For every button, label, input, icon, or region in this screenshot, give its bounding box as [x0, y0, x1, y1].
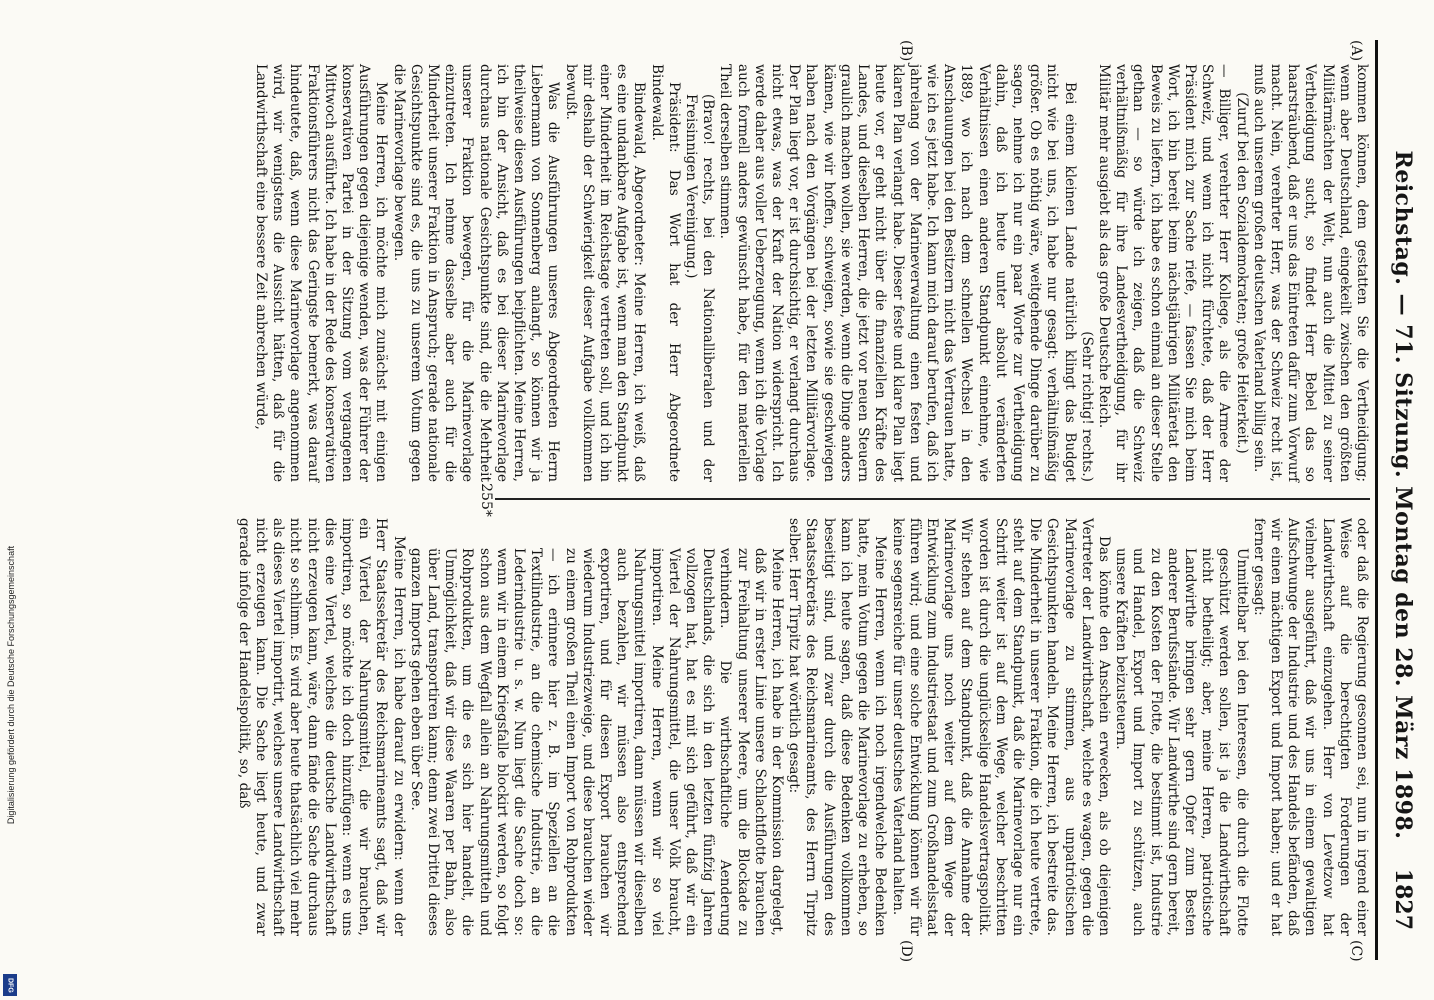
margin-marker-d: (D) [898, 940, 914, 963]
margin-marker-b: (B) [898, 40, 914, 62]
interjection: (Sehr richtig! rechts.) [1078, 331, 1095, 482]
paragraph: Das könnte den Anschein erwecken, als ob diejenigen Vertreter der Landwirthschaft, welche es wagen, gegen die Marinevorlage zu stimmen, aus unpatriotischen Gesichtspunkten handeln. Meine Herren, ich bestreite das. Die Minderheit in unserer Fraktion, die ich heute vertrete, steht auf dem Standpunkt, daß die Marinevorlage nur ein Schritt weiter ist auf dem Wege, welcher beschritten worden ist durch die unglückselige Handelsvertragspolitik. Wir stehen auf dem Standpunkt, daß die Annahme der Marinevorlage uns noch weiter auf dem Wege der Entwicklung zum Industriestaat und zum Großhandelsstaat führen wird; und eine solche Entwicklung können wir für keine segensreiche für unser deutsches Vaterland halten. [889, 518, 1112, 936]
page-title: Reichstag. — 71. Sitzung. Montag den 28. März 1898. [1390, 150, 1416, 840]
column-divider [495, 498, 1370, 500]
interjection: (Bravo! rechts, bei den Nationalliberalen und der Freisinnigen Vereinigung.) [683, 94, 717, 482]
paragraph: oder daß die Regierung gesonnen sei, nun in irgend einer Weise auf die berechtigten Forderungen der Landwirthschaft einzugehen. Herr von Levetzow hat vielmehr ausgeführt, daß wir uns in einem gewaltigen Aufschwunge der Industrie und des Handels befänden, daß wir einen mächtigen Export und Import haben; und er hat ferner gesagt: [1250, 518, 1370, 936]
page-number: 1827 [1390, 868, 1416, 930]
page-header [1378, 60, 1424, 930]
speaker-paragraph: Präsident: Das Wort hat der Herr Abgeordnete Bindewald. [648, 64, 682, 482]
margin-marker-a: (A) [1348, 40, 1364, 62]
signature-mark: 255* [478, 483, 494, 517]
interjection: (Zuruf bei den Sozialdemokraten; große Heiterkeit.) [1233, 92, 1250, 454]
paragraph: Meine Herren, wenn ich noch irgendwelche Bedenken hatte, mein Votum gegen die Marinevorlage zu erheben, so kann ich heute sagen, daß diese Bedenken vollkommen beseitigt sind, und zwar durch die Ausführungen des Staatssekretärs des Reichsmarineamts, des Herrn Tirpitz selber. Herr Tirpitz hat wörtlich gesagt: [786, 518, 889, 936]
margin-marker-c: (C) [1348, 940, 1364, 962]
left-column [253, 64, 1370, 482]
credit-text: Digitalisierung gefördert durch die Deutsche Forschungsgemeinschaft [6, 545, 16, 825]
quotation: Unmittelbar bei den Interessen, die durch die Flotte geschützt werden sollen, ist ja die Landwirthschaft nicht betheiligt; aber, meine Herren, patriotische Landwirthe bringen sehr gern Opfer zum Besten anderer Berufsstände. Wir Landwirthe sind gern bereit, zu den Kosten der Flotte, die bestimmt ist, Industrie und Handel, Export und Import zu schützen, auch unsere Kräften beizusteuern. [1113, 548, 1250, 936]
paragraph: Bei einem kleinen Lande natürlich klingt das Budget nicht wie bei uns, ich habe nur gesagt: verhältnißmäßig größer. Ob es nöthig wäre, weitgehende Dinge darüber zu sagen, nehme ich nur ein paar Worte zur Vertheidigung dahin, daß ich heute unter absolut veränderten Verhältnissen einen anderen Standpunkt einnehme, wie 1889, wo ich nach dem schnellen Wechsel in den Anschauungen bei den Besitzern nicht das Vertrauen hatte, wie ich es jetzt habe. Ich kann mich darauf berufen, daß ich jahrelang von der Marineverwaltung einen festen und klaren Plan verlangt habe. Dieser feste und klare Plan liegt heute vor, er geht nicht über die finanziellen Kräfte des Landes, und dieselben Herren, die jetzt vor neuen Steuern graulich machen wollen, sie werden, wenn die Dinge anders kämen, wie wir hoffen, schweigen, sowie sie geschwiegen haben nach den Vorgängen bei der letzten Militärvorlage. Der Plan liegt vor, er ist durchsichtig, er verlangt durchaus nicht etwas, was der Kraft der Nation widerspricht. Ich werde daher aus voller Ueberzeugung, wenn ich die Vorlage auch formell anders gewünscht habe, für den materiellen Theil derselben stimmen. [717, 64, 1078, 482]
paragraph: kommen können, dem gestatten Sie die Vertheidigung; wenn aber Deutschland, eingekeilt zwischen den größten Militärmächten der Welt, nun auch die Mittel zu seiner Vertheidigung sucht, so findet Herr Bebel das so haarsträubend, daß er uns das Eintreten dafür zum Vorwurf macht. Nein, verehrter Herr, was der Schweiz recht ist, muß auch unserem großen deutschen Vaterland billig sein. [1250, 64, 1370, 482]
paragraph: Meine Herren, ich möchte mich zunächst mit einigen Ausführungen gegen diejenige wenden, was der Führer der konservativen Partei in der Sitzung vom vergangenen Mittwoch ausführte. Ich habe in der Rede des konservativen Fraktionsführers nicht das Geringste bemerkt, was darauf hindeutete, daß, wenn diese Marinevorlage angenommen wird, wir wenigstens die Aussicht hätten, daß für die Landwirthschaft eine bessere Zeit anbrechen würde, [253, 64, 390, 482]
speaker-paragraph: Bindewald, Abgeordneter: Meine Herren, ich weiß, daß es eine undankbare Aufgabe ist, wenn man den Standpunkt einer Minderheit im Reichstage vertreten soll, und ich bin mir deshalb der Schwierigkeit dieser Aufgabe vollkommen bewußt. [562, 64, 648, 482]
right-column [235, 518, 1370, 936]
paragraph: Was die Ausführungen unseres Abgeordneten Herrn Liebermann von Sonnenberg anlangt, so können wir ja theilweise diesen Ausführungen beipflichten. Meine Herren, ich bin der Ansicht, daß es bei dieser Marinevorlage durchaus nationale Gesichtspunkte sind, die die Mehrheit unserer Fraktion bewegen, für die Marinevorlage einzutreten. Ich nehme dasselbe aber auch für die Minderheit unserer Fraktion in Anspruch; gerade nationale Gesichtspunkte sind es, die uns zu unserem Votum gegen die Marinevorlage bewegen. [390, 64, 562, 482]
header-rule [1375, 40, 1378, 960]
dfg-logo: DFG [3, 974, 17, 996]
digitization-credit [3, 390, 19, 990]
paragraph: — Billiger, verehrter Herr Kollege, als die Armee der Schweiz, und wenn ich nicht fürchtete, daß der Herr Präsident mich zur Sache riefe, — fassen Sie mich beim Wort, ich bin bereit beim nächstjährigen Militäretat den Beweis zu liefern, ich habe es schon einmal an dieser Stelle gethan — so würde ich zeigen, daß die Schweiz verhältnißmäßig für ihre Landesvertheidigung, für ihr Militär mehr ausgiebt als das große Deutsche Reich. [1095, 64, 1233, 482]
quotation: Meine Herren, ich habe in der Kommission dargelegt, daß wir in erster Linie unsere Schlachtflotte brauchen zur Freihaltung unserer Meere, um die Blockade zu verhindern. Die wirthschaftliche Aenderung Deutschlands, die sich in den letzten fünfzig Jahren vollzogen hat, hat es mit sich geführt, daß wir ein Viertel der Nahrungsmittel, die unser Volk braucht, importiren. Meine Herren, wenn wir so viel Nahrungsmittel importiren, dann müssen wir dieselben auch bezahlen, wir müssen also entsprechend exportiren, und für diesen Export brauchen wir wiederum Industriezweige, und diese brauchen wieder zu einem großen Theil einen Import von Rohprodukten — ich erinnere hier z. B. im Speziellen an die Textilindustrie, an die chemische Industrie, an die Lederindustrie u. s. w. Nun liegt die Sache doch so: wenn wir in einem Kriegsfalle blockirt werden, so folgt schon aus dem Wegfall allein an Nahrungsmitteln und Rohprodukten, um die es sich hier handelt, die Unmöglichkeit, daß wir diese Waaren per Bahn, also über Land, transportiren kann; denn zwei Drittel dieses ganzen Imports gehen eben über See. [407, 548, 786, 936]
paragraph: Meine Herren, ich habe darauf zu erwidern: wenn der Herr Staatssekretär des Reichsmarineamts sagt, daß wir ein Viertel der Nahrungsmittel, die wir brauchen, importiren, so möchte ich doch hinzufügen: wenn es uns dies eine Viertel, welches die deutsche Landwirthschaft nicht erzeugen kann, wäre, dann fände die Sache durchaus nicht so schlimm. Es wird aber heute thatsächlich viel mehr als dieses Viertel importirt, welches unsere Landwirthschaft nicht erzeugen kann. Die Sache liegt heute, und zwar gerade infolge der Handelspolitik, so, daß [235, 518, 407, 936]
